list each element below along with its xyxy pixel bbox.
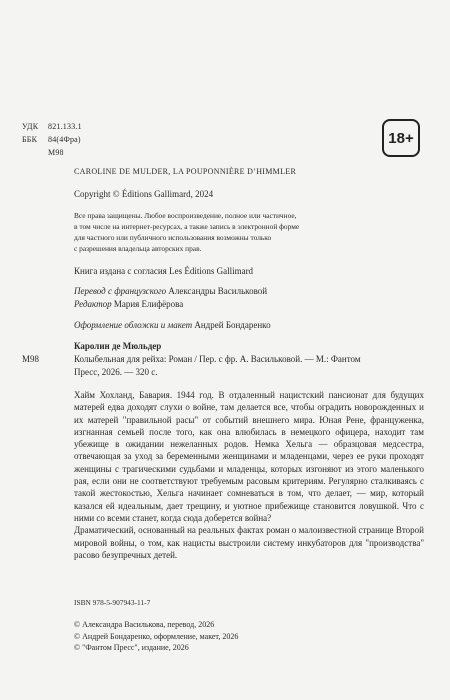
original-title: CAROLINE DE MULDER, LA POUPONNIÈRE D’HIMMLER (74, 167, 297, 176)
annotation (74, 389, 424, 561)
age-rating-badge: 18+ (382, 119, 420, 157)
copyright-line: © Александра Василькова, перевод, 2026 (74, 620, 215, 629)
rights-notice (74, 210, 299, 254)
copyright-line: © Андрей Бондаренко, оформление, макет, 2026 (74, 631, 239, 641)
translation-label: Перевод с французского (74, 286, 167, 296)
design-name: Андрей Бондаренко (194, 320, 271, 330)
bib-line-2: Пресс, 2026. — 320 с. (74, 367, 158, 377)
rights-line: с разрешения владельца авторских прав. (74, 244, 202, 253)
copyright-original: Copyright © Éditions Gallimard, 2024 (74, 189, 214, 199)
bib-line-1: Колыбельная для рейха: Роман / Пер. с фр. А. Васильковой. — М.: Фантом (74, 354, 361, 364)
rights-line: в том числе на интернет-ресурсах, а также запись в электронной форме (74, 222, 300, 231)
annotation-paragraph: Хайм Хохланд, Бавария. 1944 год. В отдаленный нацистский пансионат для будущих матерей едва доходят слухи о войне, там делается все, чтобы оградить новорожденных и их матерей "правильной расы" от событий внешнего мира. Юная Рене, француженка, изгнанная семьей после того, как она влюбилась в немецкого офицера, находит там убежище в ожидании нежеланных родов. Немка Хельга — образцовая медсестра, отвечающая за уход за беременными женщинами и младенцами, через ее руки проходят женщины с трагическими судьбами и младенцы, которых изгоняют из этого маленького рая, если они не соответствуют требуемым расовым критериям. Регулярно сталкиваясь с такой жестокостью, Хельга начинает сомневаться в том, что делает, — мир, который казался ей идеальным, дает трещину, и уютное прибежище становится ловушкой. Что с ними со всеми станет, когда сюда доберется война? (74, 390, 424, 523)
author-mark: М98 (48, 148, 64, 157)
editor-label: Редактор (74, 299, 112, 309)
udk-line (22, 122, 82, 131)
bbk-label: ББК (22, 135, 38, 144)
rights-line: Все права защищены. Любое воспроизведение, полное или частичное, (74, 211, 297, 220)
udk-value: 821.133.1 (48, 122, 82, 131)
bib-mark: М98 (22, 354, 40, 364)
bbk-value: 84(4Фра) (48, 135, 81, 144)
rights-line: для частного или публичного использования возможны только (74, 233, 272, 242)
annotation-paragraph: Драматический, основанный на реальных фактах роман о малоизвестной странице Второй мировой войны, о том, как нацисты выстроили систему инкубаторов для "производства" расово безупречных детей. (74, 525, 424, 560)
translation-name: Александры Васильковой (168, 286, 268, 296)
bbk-line (22, 135, 81, 144)
copyright-line: © "Фантом Пресс", издание, 2026 (74, 643, 189, 652)
udk-label: УДК (22, 122, 39, 131)
design-label: Оформление обложки и макет (74, 320, 193, 330)
isbn: ISBN 978-5-907943-11-7 (74, 598, 151, 607)
license-note: Книга издана с согласия Les Éditions Gallimard (74, 266, 254, 276)
editor-name: Мария Елифёрова (113, 299, 184, 309)
editor-credit (74, 299, 183, 309)
bib-author: Каролин де Мюльдер (74, 341, 162, 351)
copyright-list (74, 619, 238, 654)
design-credit (74, 320, 271, 330)
translation-credit (74, 286, 267, 296)
